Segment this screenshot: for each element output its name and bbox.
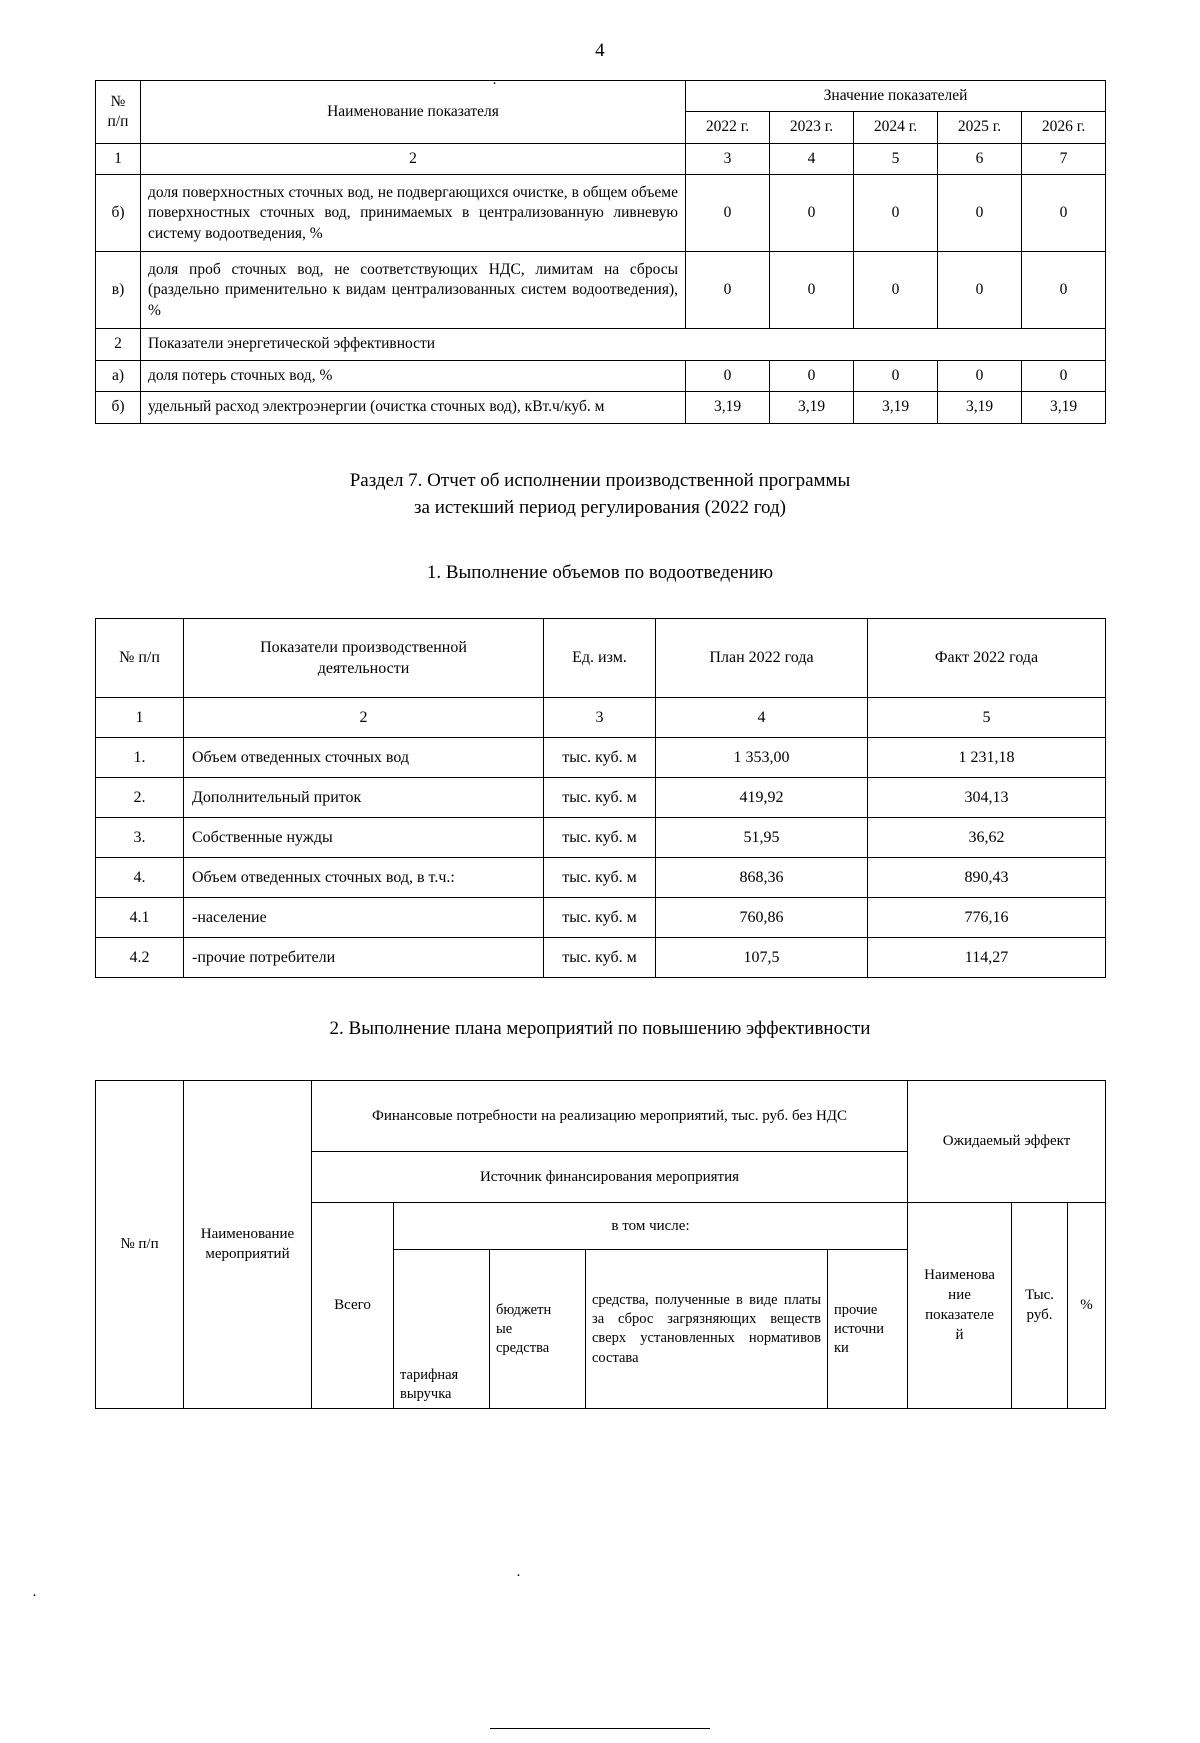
header-no-line2: п/п <box>107 112 129 130</box>
header-effect-name-line1: Наименова <box>924 1267 995 1284</box>
row-fact: 890,43 <box>868 858 1106 898</box>
header-no: № п/п <box>96 1081 184 1409</box>
header-no-cell <box>96 81 141 144</box>
header-year-2025: 2025 г. <box>938 112 1022 143</box>
section-7-heading <box>95 468 1105 522</box>
header-thousand-rub-line1: Тыс. <box>1025 1287 1054 1304</box>
page-mid-dot-mark: · <box>516 1568 521 1584</box>
header-indicator <box>184 618 544 697</box>
row-name: -население <box>184 898 544 938</box>
row-indicator-name: доля поверхностных сточных вод, не подвергающихся очистке, в общем объеме поверхностных сточных вод, принимаемых в централизованную ливневую систему водоотведения, % <box>141 175 686 252</box>
row-no: 4. <box>96 858 184 898</box>
header-measure-name <box>184 1081 312 1409</box>
row-fact: 304,13 <box>868 777 1106 817</box>
row-no: 2 <box>96 329 141 360</box>
row-value-2022: 3,19 <box>686 392 770 423</box>
header-other-sources-line1: прочие <box>834 1301 878 1318</box>
header-year-2024: 2024 г. <box>854 112 938 143</box>
table-row <box>96 737 1106 777</box>
indicators-table <box>95 80 1106 424</box>
colnum-4: 4 <box>770 143 854 174</box>
row-no: 1. <box>96 737 184 777</box>
row-value-2026: 0 <box>1022 175 1106 252</box>
colnum-5: 5 <box>854 143 938 174</box>
page-left-dot-mark: · <box>32 1588 37 1604</box>
row-no: б) <box>96 175 141 252</box>
header-effect-name <box>908 1203 1012 1409</box>
row-no: 3. <box>96 817 184 857</box>
header-tariff-revenue-line2: выручка <box>400 1386 452 1403</box>
row-fact: 114,27 <box>868 938 1106 978</box>
page-bottom-rule <box>490 1728 710 1729</box>
header-plan: План 2022 года <box>656 618 868 697</box>
colnum-4: 4 <box>656 697 868 737</box>
header-thousand-rub <box>1012 1203 1068 1409</box>
row-no: в) <box>96 252 141 329</box>
colnum-7: 7 <box>1022 143 1106 174</box>
row-value-2026: 0 <box>1022 252 1106 329</box>
colnum-6: 6 <box>938 143 1022 174</box>
row-group-title: Показатели энергетической эффективности <box>141 329 1106 360</box>
subsection-1-heading: 1. Выполнение объемов по водоотведению <box>426 561 774 583</box>
header-indicator-line2: деятельности <box>317 659 410 677</box>
row-value-2026: 3,19 <box>1022 392 1106 423</box>
header-other-sources <box>828 1250 908 1409</box>
row-value-2024: 0 <box>854 252 938 329</box>
header-no: № п/п <box>96 618 184 697</box>
row-plan: 107,5 <box>656 938 868 978</box>
section-7-line2: за истекший период регулирования (2022 год) <box>414 496 786 518</box>
row-indicator-name: удельный расход электроэнергии (очистка сточных вод), кВт.ч/куб. м <box>141 392 686 423</box>
header-expected-effect: Ожидаемый эффект <box>908 1081 1106 1203</box>
header-measure-name-line2: мероприятий <box>205 1245 290 1262</box>
row-name: Дополнительный приток <box>184 777 544 817</box>
row-plan: 1 353,00 <box>656 737 868 777</box>
header-year-2022: 2022 г. <box>686 112 770 143</box>
row-unit: тыс. куб. м <box>544 817 656 857</box>
row-value-2024: 0 <box>854 175 938 252</box>
colnum-2: 2 <box>141 143 686 174</box>
row-no: 4.2 <box>96 938 184 978</box>
row-no: 2. <box>96 777 184 817</box>
table-row <box>96 360 1106 391</box>
header-discharge-payment: средства, полученные в виде платы за сброс загрязняющих веществ сверх установленных нормативов состава <box>586 1250 828 1409</box>
header-year-2023: 2023 г. <box>770 112 854 143</box>
header-thousand-rub-line2: руб. <box>1026 1306 1053 1323</box>
row-name: Собственные нужды <box>184 817 544 857</box>
row-value-2022: 0 <box>686 175 770 252</box>
header-indicator-name: Наименование показателя <box>141 81 686 144</box>
row-value-2025: 0 <box>938 175 1022 252</box>
page-number: 4 <box>595 40 605 61</box>
row-value-2026: 0 <box>1022 360 1106 391</box>
subsection-2-heading: 2. Выполнение плана мероприятий по повышению эффективности <box>329 1018 871 1040</box>
column-number-row <box>96 143 1106 174</box>
row-value-2023: 0 <box>770 175 854 252</box>
table-row <box>96 898 1106 938</box>
row-indicator-name: доля потерь сточных вод, % <box>141 360 686 391</box>
row-value-2025: 3,19 <box>938 392 1022 423</box>
header-measure-name-line1: Наименование <box>200 1226 295 1243</box>
section-7-line1: Раздел 7. Отчет об исполнении производственной программы <box>349 469 851 491</box>
header-effect-name-line3: показателе <box>925 1306 994 1323</box>
row-plan: 760,86 <box>656 898 868 938</box>
row-unit: тыс. куб. м <box>544 858 656 898</box>
row-plan: 868,36 <box>656 858 868 898</box>
row-indicator-name: доля проб сточных вод, не соответствующих НДС, лимитам на сбросы (раздельно применительно к видам централизованных систем водоотведения), % <box>141 252 686 329</box>
volumes-table <box>95 618 1106 979</box>
row-no: а) <box>96 360 141 391</box>
header-fact: Факт 2022 года <box>868 618 1106 697</box>
header-funding-source: Источник финансирования мероприятия <box>312 1152 908 1203</box>
sheet-content <box>95 80 1105 1409</box>
row-value-2024: 0 <box>854 360 938 391</box>
colnum-2: 2 <box>184 697 544 737</box>
row-no: 4.1 <box>96 898 184 938</box>
measures-table <box>95 1080 1106 1409</box>
table-row <box>96 777 1106 817</box>
header-indicator-line1: Показатели производственной <box>260 638 467 656</box>
table-header-row <box>96 618 1106 697</box>
colnum-1: 1 <box>96 143 141 174</box>
row-name: Объем отведенных сточных вод, в т.ч.: <box>184 858 544 898</box>
header-budget-funds-line1: бюджетн <box>496 1301 552 1318</box>
header-no-line1: № <box>110 92 126 110</box>
row-unit: тыс. куб. м <box>544 938 656 978</box>
row-name: Объем отведенных сточных вод <box>184 737 544 777</box>
row-name: -прочие потребители <box>184 938 544 978</box>
row-value-2022: 0 <box>686 252 770 329</box>
row-value-2024: 3,19 <box>854 392 938 423</box>
column-number-row <box>96 697 1106 737</box>
table-row <box>96 858 1106 898</box>
row-value-2023: 0 <box>770 252 854 329</box>
row-value-2023: 3,19 <box>770 392 854 423</box>
row-fact: 1 231,18 <box>868 737 1106 777</box>
row-unit: тыс. куб. м <box>544 737 656 777</box>
header-other-sources-line3: ки <box>834 1339 849 1356</box>
row-unit: тыс. куб. м <box>544 777 656 817</box>
row-fact: 36,62 <box>868 817 1106 857</box>
colnum-5: 5 <box>868 697 1106 737</box>
header-total: Всего <box>312 1203 394 1409</box>
row-value-2022: 0 <box>686 360 770 391</box>
header-financial-needs: Финансовые потребности на реализацию мероприятий, тыс. руб. без НДС <box>312 1081 908 1152</box>
header-budget-funds <box>490 1250 586 1409</box>
header-budget-funds-line3: средства <box>496 1339 550 1356</box>
header-effect-name-line4: й <box>955 1326 964 1343</box>
measures-header-row-1 <box>96 1081 1106 1152</box>
colnum-1: 1 <box>96 697 184 737</box>
header-unit: Ед. изм. <box>544 618 656 697</box>
header-among-which: в том числе: <box>394 1203 908 1250</box>
table-row <box>96 392 1106 423</box>
header-budget-funds-line2: ые <box>496 1320 513 1337</box>
table-row <box>96 938 1106 978</box>
header-year-2026: 2026 г. <box>1022 112 1106 143</box>
row-value-2025: 0 <box>938 252 1022 329</box>
row-plan: 419,92 <box>656 777 868 817</box>
document-page <box>0 40 1200 1743</box>
table-header-row <box>96 81 1106 112</box>
header-tariff-revenue <box>394 1250 490 1409</box>
table-row <box>96 252 1106 329</box>
row-value-2023: 0 <box>770 360 854 391</box>
colnum-3: 3 <box>544 697 656 737</box>
header-effect-name-line2: ние <box>948 1287 971 1304</box>
header-percent: % <box>1068 1203 1106 1409</box>
header-tariff-revenue-line1: тарифная <box>400 1367 459 1384</box>
table-row <box>96 817 1106 857</box>
row-value-2025: 0 <box>938 360 1022 391</box>
table-row <box>96 175 1106 252</box>
row-plan: 51,95 <box>656 817 868 857</box>
row-fact: 776,16 <box>868 898 1106 938</box>
page-top-dot-mark: · <box>492 76 497 92</box>
row-unit: тыс. куб. м <box>544 898 656 938</box>
header-values-group: Значение показателей <box>686 81 1106 112</box>
colnum-3: 3 <box>686 143 770 174</box>
table-group-row <box>96 329 1106 360</box>
header-other-sources-line2: источни <box>834 1320 885 1337</box>
row-no: б) <box>96 392 141 423</box>
